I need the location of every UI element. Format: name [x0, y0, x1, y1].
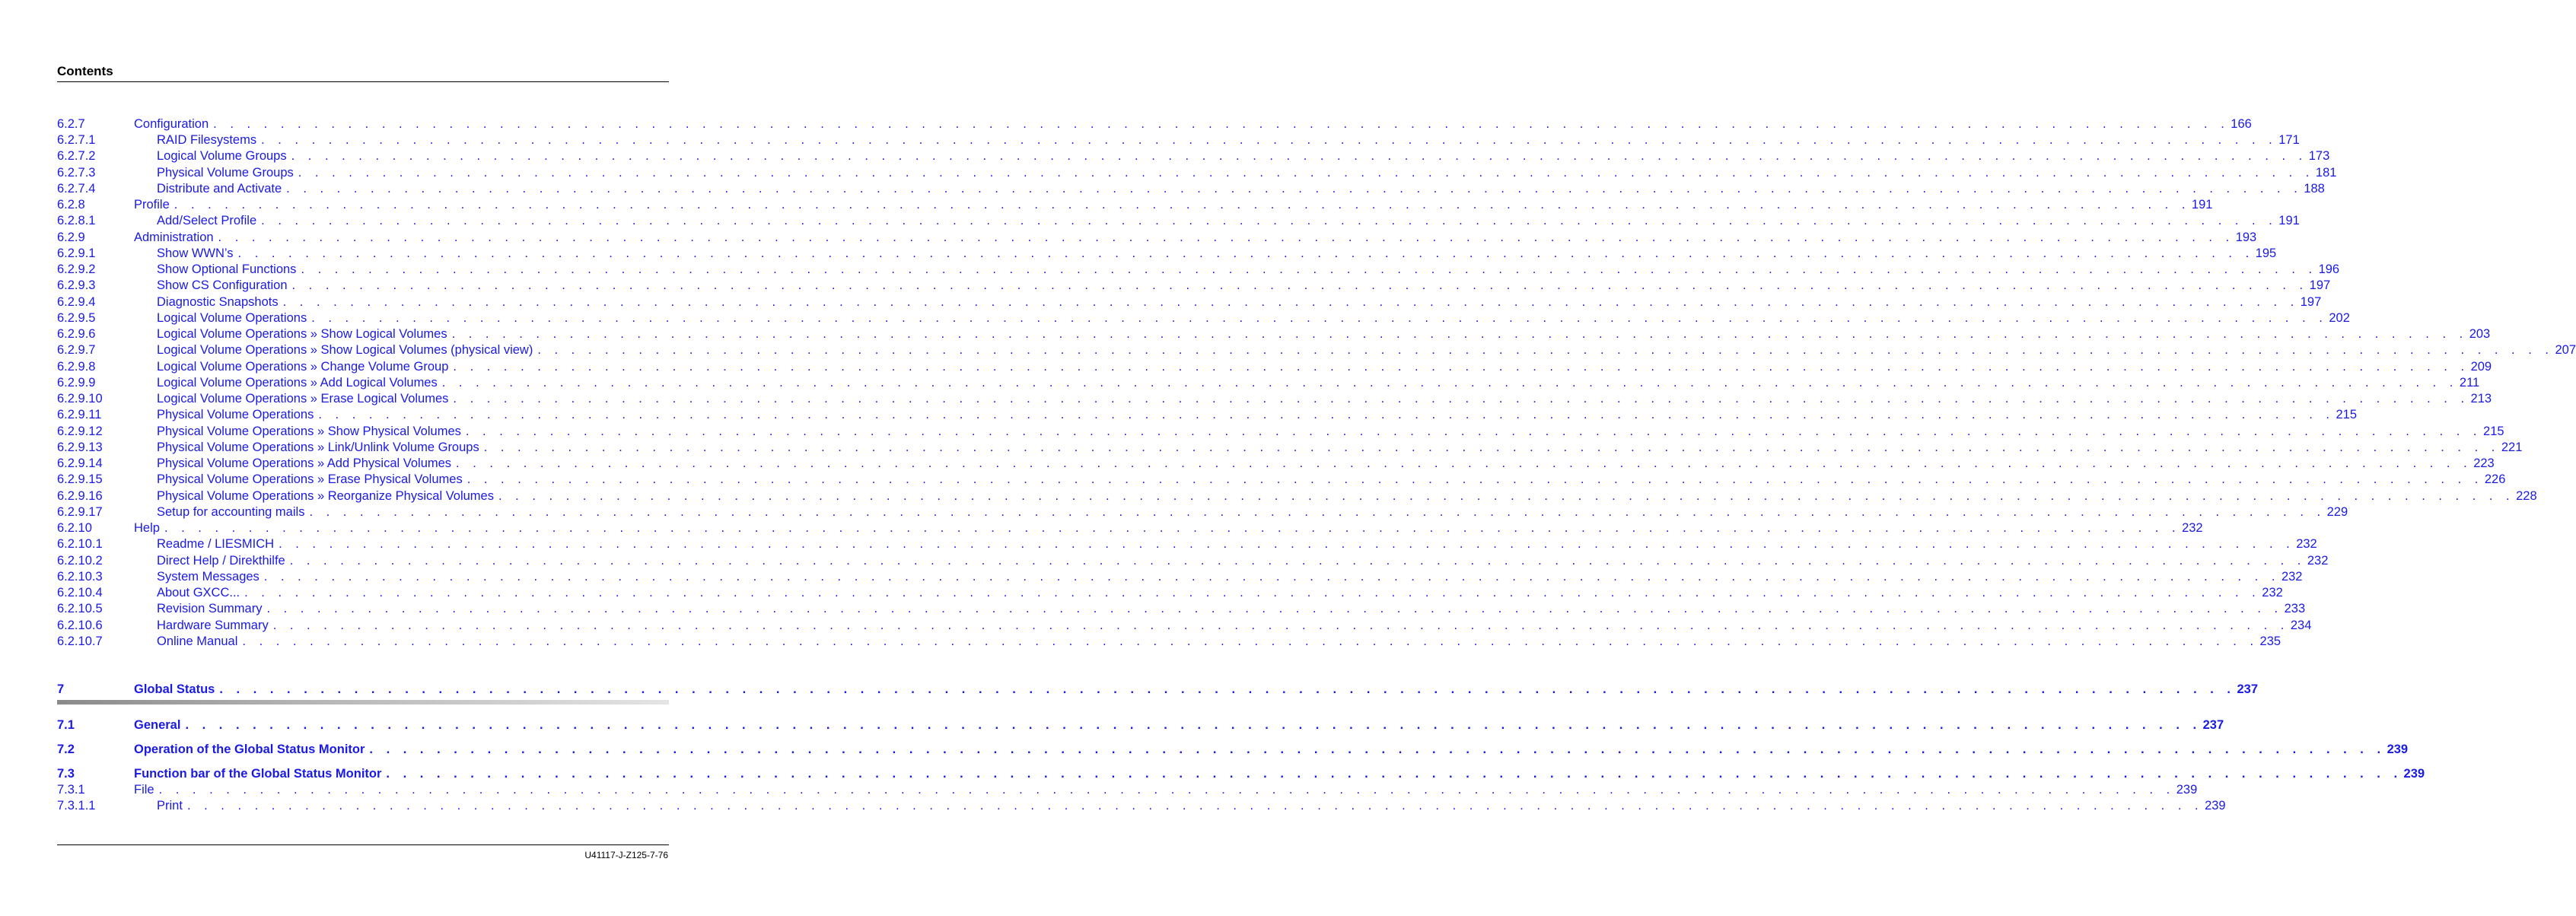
toc-page-number[interactable]: 191 — [2191, 198, 2213, 212]
toc-section-number: 6.2.9.11 — [57, 408, 102, 421]
toc-page-number[interactable]: 188 — [2304, 182, 2325, 196]
toc-title[interactable]: Global Status — [134, 682, 215, 696]
toc-entry[interactable] — [57, 634, 2281, 650]
toc-title[interactable]: Logical Volume Operations » Show Logical Volumes — [157, 327, 447, 341]
toc-page-number[interactable]: 232 — [2296, 537, 2317, 551]
toc-dot-leader: . . . . . . . . . . . . . . . . . . . . . . . . . . . . . . . . . . . . . . . . . . . . . . . . . . . . . . . . . . . . . . . . . . . . . . . . . . . . . . . . . . . . . . . . . . . . . . . . . . . . . . . . . . . . . . . . . . . . . . . . — [218, 231, 2234, 244]
toc-page-number[interactable]: 239 — [2176, 783, 2198, 797]
toc-dot-leader: . . . . . . . . . . . . . . . . . . . . . . . . . . . . . . . . . . . . . . . . . . . . . . . . . . . . . . . . . . . . . . . . . . . . . . . . . . . . . . . . . . . . . . . . . . . . . . . . . . . . . . . . . . . . . . . . . . . . . . . . — [286, 182, 2303, 196]
toc-title[interactable]: Logical Volume Operations » Change Volume Group — [157, 360, 449, 374]
toc-section-number: 7.1 — [57, 718, 75, 732]
toc-dot-leader: . . . . . . . . . . . . . . . . . . . . . . . . . . . . . . . . . . . . . . . . . . . . . . . . . . . . . . . . . . . . . . . . . . . . . . . . . . . . . . . . . . . . . . . . . . . . . . . . . . . . . . . . . . . . . . . . . . . . . . . . — [261, 133, 2278, 147]
chapter-divider-bar — [57, 700, 669, 704]
toc-page-number[interactable]: 207 — [2555, 343, 2576, 357]
toc-entry-link[interactable] — [157, 634, 2281, 650]
toc-entry-link[interactable] — [157, 326, 2491, 342]
toc-entry[interactable] — [57, 766, 2425, 782]
toc-entry-link[interactable] — [157, 456, 2495, 472]
toc-entry-link[interactable] — [134, 717, 2224, 733]
toc-title[interactable]: General — [134, 718, 181, 732]
toc-title[interactable]: Setup for accounting mails — [157, 505, 305, 519]
toc-title[interactable]: Logical Volume Operations » Add Logical Volumes — [157, 376, 438, 390]
toc-section-number: 6.2.9.16 — [57, 489, 103, 503]
header-rule — [57, 81, 669, 82]
toc-page-number[interactable]: 171 — [2278, 133, 2300, 147]
toc-dot-leader: . . . . . . . . . . . . . . . . . . . . . . . . . . . . . . . . . . . . . . . . . . . . . . . . . . . . . . . . . . . . . . . . . . . . . . . . . . . . . . . . . . . . . . . . . . . . . . . . . . . . . . . . . . . . . . . . . . . . . . . . — [451, 327, 2468, 341]
toc-entry-link[interactable] — [157, 440, 2523, 456]
toc-title[interactable]: Physical Volume Operations — [157, 408, 314, 421]
toc-entry[interactable] — [57, 569, 2303, 585]
toc-title[interactable]: Revision Summary — [157, 602, 263, 615]
toc-section-number: 6.2.9.3 — [57, 278, 96, 292]
toc-entry-link[interactable] — [134, 520, 2203, 536]
toc-dot-leader: . . . . . . . . . . . . . . . . . . . . . . . . . . . . . . . . . . . . . . . . . . . . . . . . . . . . . . . . . . . . . . . . . . . . . . . . . . . . . . . . . . . . . . . . . . . . . . . . . . . . . . . . . . . . . . . . . . . . . . . . — [466, 472, 2483, 486]
toc-entry-link[interactable] — [157, 181, 2325, 197]
toc-dot-leader: . . . . . . . . . . . . . . . . . . . . . . . . . . . . . . . . . . . . . . . . . . . . . . . . . . . . . . . . . . . . . . . . . . . . . . . . . . . . . . . . . . . . . . . . . . . . . . . . . . . . . . . . . . . . . . . . . . . . . . . . — [158, 783, 2175, 797]
toc-title[interactable]: Hardware Summary — [157, 619, 269, 632]
toc-entry-link[interactable] — [157, 132, 2300, 148]
toc-section-number: 6.2.10.4 — [57, 586, 103, 600]
toc-section-number: 6.2.7.3 — [57, 166, 96, 180]
toc-entry[interactable] — [57, 116, 2252, 132]
toc-entry[interactable] — [57, 618, 2312, 634]
toc-page-number[interactable]: 193 — [2235, 231, 2257, 244]
toc-page-number[interactable]: 232 — [2281, 570, 2303, 584]
toc-entry-link[interactable] — [134, 766, 2425, 782]
toc-section-number: 6.2.10.7 — [57, 635, 103, 648]
toc-dot-leader: . . . . . . . . . . . . . . . . . . . . . . . . . . . . . . . . . . . . . . . . . . . . . . . . . . . . . . . . . . . . . . . . . . . . . . . . . . . . . . . . . . . . . . . . . . . . . . . . . . . . . . . . . . . . . . . . . . . . . . . . — [174, 198, 2190, 212]
toc-title[interactable]: Physical Volume Operations » Show Physical Volumes — [157, 425, 461, 438]
toc-entry[interactable] — [57, 391, 2492, 407]
toc-page-number[interactable]: 173 — [2308, 149, 2330, 163]
toc-entry-link[interactable] — [134, 742, 2409, 758]
toc-entry[interactable] — [57, 262, 2340, 278]
toc-page-number[interactable]: 226 — [2484, 472, 2506, 486]
toc-page-number[interactable]: 235 — [2259, 635, 2281, 648]
toc-entry-link[interactable] — [157, 424, 2504, 440]
toc-page-number[interactable]: 239 — [2387, 743, 2409, 756]
toc-section-number: 6.2.9.13 — [57, 441, 103, 454]
toc-section-number: 6.2.7 — [57, 117, 85, 131]
toc-section-number: 7 — [57, 682, 65, 696]
toc-entry[interactable] — [57, 601, 2306, 617]
toc-title[interactable]: Physical Volume Groups — [157, 166, 294, 180]
toc-entry[interactable] — [57, 359, 2492, 375]
toc-title[interactable]: Add/Select Profile — [157, 214, 257, 227]
toc-page-number[interactable]: 239 — [2403, 767, 2425, 781]
toc-page-number[interactable]: 239 — [2205, 799, 2226, 813]
toc-dot-leader: . . . . . . . . . . . . . . . . . . . . . . . . . . . . . . . . . . . . . . . . . . . . . . . . . . . . . . . . . . . . . . . . . . . . . . . . . . . . . . . . . . . . . . . . . . . . . . . . . . . . . . . . . . . . . . . . . . . . . . . . — [537, 343, 2554, 357]
toc-section-number: 6.2.7.4 — [57, 182, 96, 196]
toc-dot-leader: . . . . . . . . . . . . . . . . . . . . . . . . . . . . . . . . . . . . . . . . . . . . . . . . . . . . . . . . . . . . . . . . . . . . . . . . . . . . . . . . . . . . . . . . . . . . . . . . . . . . . . . . . . . . . . . . . . . . . . . . — [453, 392, 2469, 406]
toc-dot-leader: . . . . . . . . . . . . . . . . . . . . . . . . . . . . . . . . . . . . . . . . . . . . . . . . . . . . . . . . . . . . . . . . . . . . . . . . . . . . . . . . . . . . . . . . . . . . . . . . . . . . . . . . . . . . . . . . . . . . . . . . — [386, 767, 2402, 781]
toc-entry-link[interactable] — [134, 682, 2259, 698]
toc-entry-link[interactable] — [157, 472, 2506, 488]
toc-section-number: 6.2.7.1 — [57, 133, 96, 147]
toc-dot-leader: . . . . . . . . . . . . . . . . . . . . . . . . . . . . . . . . . . . . . . . . . . . . . . . . . . . . . . . . . . . . . . . . . . . . . . . . . . . . . . . . . . . . . . . . . . . . . . . . . . . . . . . . . . . . . . . . . . . . . . . . — [441, 376, 2458, 390]
toc-entry-link[interactable] — [134, 230, 2257, 246]
toc-dot-leader: . . . . . . . . . . . . . . . . . . . . . . . . . . . . . . . . . . . . . . . . . . . . . . . . . . . . . . . . . . . . . . . . . . . . . . . . . . . . . . . . . . . . . . . . . . . . . . . . . . . . . . . . . . . . . . . . . . . . . . . . — [456, 456, 2473, 470]
toc-title[interactable]: About GXCC... — [157, 586, 240, 600]
toc-section-number: 6.2.10.6 — [57, 619, 103, 632]
toc-dot-leader: . . . . . . . . . . . . . . . . . . . . . . . . . . . . . . . . . . . . . . . . . . . . . . . . . . . . . . . . . . . . . . . . . . . . . . . . . . . . . . . . . . . . . . . . . . . . . . . . . . . . . . . . . . . . . . . . . . . . . . . . — [291, 278, 2308, 292]
toc-entry[interactable] — [57, 456, 2495, 472]
toc-title[interactable]: Logical Volume Operations » Erase Logical Volumes — [157, 392, 449, 406]
toc-dot-leader: . . . . . . . . . . . . . . . . . . . . . . . . . . . . . . . . . . . . . . . . . . . . . . . . . . . . . . . . . . . . . . . . . . . . . . . . . . . . . . . . . . . . . . . . . . . . . . . . . . . . . . . . . . . . . . . . . . . . . . . . — [185, 718, 2202, 732]
toc-title[interactable]: Physical Volume Operations » Link/Unlink Volume Groups — [157, 441, 479, 454]
toc-title[interactable]: Online Manual — [157, 635, 238, 648]
toc-dot-leader: . . . . . . . . . . . . . . . . . . . . . . . . . . . . . . . . . . . . . . . . . . . . . . . . . . . . . . . . . . . . . . . . . . . . . . . . . . . . . . . . . . . . . . . . . . . . . . . . . . . . . . . . . . . . . . . . . . . . . . . . — [289, 554, 2306, 568]
toc-section-number: 6.2.9.14 — [57, 456, 103, 470]
toc-page-number[interactable]: 166 — [2231, 117, 2252, 131]
toc-title[interactable]: Help — [134, 521, 160, 535]
toc-page-number[interactable]: 237 — [2202, 718, 2224, 732]
toc-dot-leader: . . . . . . . . . . . . . . . . . . . . . . . . . . . . . . . . . . . . . . . . . . . . . . . . . . . . . . . . . . . . . . . . . . . . . . . . . . . . . . . . . . . . . . . . . . . . . . . . . . . . . . . . . . . . . . . . . . . . . . . . — [186, 799, 2204, 813]
toc-section-number: 6.2.10.3 — [57, 570, 103, 584]
toc-entry-link[interactable] — [157, 553, 2329, 569]
toc-dot-leader: . . . . . . . . . . . . . . . . . . . . . . . . . . . . . . . . . . . . . . . . . . . . . . . . . . . . . . . . . . . . . . . . . . . . . . . . . . . . . . . . . . . . . . . . . . . . . . . . . . . . . . . . . . . . . . . . . . . . . . . . — [213, 117, 2230, 131]
toc-dot-leader: . . . . . . . . . . . . . . . . . . . . . . . . . . . . . . . . . . . . . . . . . . . . . . . . . . . . . . . . . . . . . . . . . . . . . . . . . . . . . . . . . . . . . . . . . . . . . . . . . . . . . . . . . . . . . . . . . . . . . . . . — [244, 586, 2261, 600]
toc-entry[interactable] — [57, 798, 2226, 814]
toc-dot-leader: . . . . . . . . . . . . . . . . . . . . . . . . . . . . . . . . . . . . . . . . . . . . . . . . . . . . . . . . . . . . . . . . . . . . . . . . . . . . . . . . . . . . . . . . . . . . . . . . . . . . . . . . . . . . . . . . . . . . . . . . — [309, 505, 2326, 519]
toc-section-number: 6.2.8 — [57, 198, 85, 212]
toc-entry[interactable] — [57, 782, 2198, 798]
toc-page-number[interactable]: 209 — [2470, 360, 2492, 374]
toc-section-number: 7.3.1 — [57, 783, 85, 797]
toc-title[interactable]: RAID Filesystems — [157, 133, 257, 147]
toc-entry[interactable] — [57, 278, 2331, 294]
toc-entry[interactable] — [57, 213, 2300, 229]
toc-section-number: 6.2.9.17 — [57, 505, 103, 519]
toc-page-number[interactable]: 232 — [2307, 554, 2329, 568]
toc-entry-link[interactable] — [157, 310, 2350, 326]
toc-entry[interactable] — [57, 682, 2259, 698]
toc-dot-leader: . . . . . . . . . . . . . . . . . . . . . . . . . . . . . . . . . . . . . . . . . . . . . . . . . . . . . . . . . . . . . . . . . . . . . . . . . . . . . . . . . . . . . . . . . . . . . . . . . . . . . . . . . . . . . . . . . . . . . . . . — [465, 425, 2482, 438]
toc-entry[interactable] — [57, 585, 2283, 601]
toc-dot-leader: . . . . . . . . . . . . . . . . . . . . . . . . . . . . . . . . . . . . . . . . . . . . . . . . . . . . . . . . . . . . . . . . . . . . . . . . . . . . . . . . . . . . . . . . . . . . . . . . . . . . . . . . . . . . . . . . . . . . . . . . — [318, 408, 2335, 421]
toc-entry-link[interactable] — [157, 536, 2317, 552]
toc-page-number[interactable]: 228 — [2516, 489, 2537, 503]
toc-title[interactable]: Print — [157, 799, 183, 813]
toc-title[interactable]: Distribute and Activate — [157, 182, 282, 196]
toc-entry-link[interactable] — [134, 116, 2252, 132]
toc-section-number: 6.2.9.10 — [57, 392, 103, 406]
toc-entry[interactable] — [57, 246, 2277, 262]
toc-entry[interactable] — [57, 181, 2325, 197]
toc-entry[interactable] — [57, 472, 2506, 488]
toc-section-number: 6.2.9.15 — [57, 472, 103, 486]
toc-section-number: 7.3.1.1 — [57, 799, 96, 813]
toc-title[interactable]: Logical Volume Operations » Show Logical Volumes (physical view) — [157, 343, 533, 357]
toc-entry-link[interactable] — [157, 391, 2492, 407]
toc-page-number[interactable]: 232 — [2262, 586, 2283, 600]
toc-section-number: 6.2.9.6 — [57, 327, 96, 341]
toc-dot-leader: . . . . . . . . . . . . . . . . . . . . . . . . . . . . . . . . . . . . . . . . . . . . . . . . . . . . . . . . . . . . . . . . . . . . . . . . . . . . . . . . . . . . . . . . . . . . . . . . . . . . . . . . . . . . . . . . . . . . . . . . — [242, 635, 2259, 648]
toc-entry-link[interactable] — [157, 342, 2576, 358]
toc-section-number: 6.2.10.5 — [57, 602, 103, 615]
toc-dot-leader: . . . . . . . . . . . . . . . . . . . . . . . . . . . . . . . . . . . . . . . . . . . . . . . . . . . . . . . . . . . . . . . . . . . . . . . . . . . . . . . . . . . . . . . . . . . . . . . . . . . . . . . . . . . . . . . . . . . . . . . . — [311, 311, 2328, 325]
toc-page-number[interactable]: 223 — [2473, 456, 2495, 470]
toc-dot-leader: . . . . . . . . . . . . . . . . . . . . . . . . . . . . . . . . . . . . . . . . . . . . . . . . . . . . . . . . . . . . . . . . . . . . . . . . . . . . . . . . . . . . . . . . . . . . . . . . . . . . . . . . . . . . . . . . . . . . . . . . — [279, 537, 2295, 551]
toc-title[interactable]: Physical Volume Operations » Reorganize Physical Volumes — [157, 489, 494, 503]
toc-page-number[interactable]: 197 — [2300, 295, 2322, 309]
toc-page-number[interactable]: 215 — [2336, 408, 2358, 421]
toc-page-number[interactable]: 203 — [2469, 327, 2491, 341]
toc-dot-leader: . . . . . . . . . . . . . . . . . . . . . . . . . . . . . . . . . . . . . . . . . . . . . . . . . . . . . . . . . . . . . . . . . . . . . . . . . . . . . . . . . . . . . . . . . . . . . . . . . . . . . . . . . . . . . . . . . . . . . . . . — [272, 619, 2289, 632]
toc-entry-link[interactable] — [157, 294, 2322, 310]
toc-dot-leader: . . . . . . . . . . . . . . . . . . . . . . . . . . . . . . . . . . . . . . . . . . . . . . . . . . . . . . . . . . . . . . . . . . . . . . . . . . . . . . . . . . . . . . . . . . . . . . . . . . . . . . . . . . . . . . . . . . . . . . . . — [369, 743, 2386, 756]
toc-entry[interactable] — [57, 520, 2203, 536]
toc-title[interactable]: Profile — [134, 198, 170, 212]
toc-dot-leader: . . . . . . . . . . . . . . . . . . . . . . . . . . . . . . . . . . . . . . . . . . . . . . . . . . . . . . . . . . . . . . . . . . . . . . . . . . . . . . . . . . . . . . . . . . . . . . . . . . . . . . . . . . . . . . . . . . . . . . . . — [263, 570, 2280, 584]
toc-entry[interactable] — [57, 326, 2491, 342]
toc-entry[interactable] — [57, 342, 2576, 358]
toc-dot-leader: . . . . . . . . . . . . . . . . . . . . . . . . . . . . . . . . . . . . . . . . . . . . . . . . . . . . . . . . . . . . . . . . . . . . . . . . . . . . . . . . . . . . . . . . . . . . . . . . . . . . . . . . . . . . . . . . . . . . . . . . — [453, 360, 2469, 374]
toc-entry-link[interactable] — [157, 278, 2331, 294]
toc-entry[interactable] — [57, 375, 2480, 391]
toc-entry-link[interactable] — [157, 213, 2300, 229]
toc-entry[interactable] — [57, 553, 2329, 569]
toc-entry[interactable] — [57, 440, 2523, 456]
toc-page-number[interactable]: 215 — [2483, 425, 2504, 438]
toc-page-number[interactable]: 213 — [2470, 392, 2492, 406]
toc-entry-link[interactable] — [157, 407, 2358, 423]
toc-dot-leader: . . . . . . . . . . . . . . . . . . . . . . . . . . . . . . . . . . . . . . . . . . . . . . . . . . . . . . . . . . . . . . . . . . . . . . . . . . . . . . . . . . . . . . . . . . . . . . . . . . . . . . . . . . . . . . . . . . . . . . . . — [237, 246, 2254, 260]
toc-page-number[interactable]: 221 — [2501, 441, 2523, 454]
toc-entry-link[interactable] — [157, 618, 2312, 634]
toc-page-number[interactable]: 232 — [2182, 521, 2203, 535]
toc-title[interactable]: File — [134, 783, 154, 797]
toc-title[interactable]: Physical Volume Operations » Erase Physical Volumes — [157, 472, 463, 486]
toc-entry-link[interactable] — [157, 601, 2306, 617]
toc-page-number[interactable]: 237 — [2237, 682, 2259, 696]
toc-section-number: 6.2.10.2 — [57, 554, 103, 568]
toc-title[interactable]: Show CS Configuration — [157, 278, 288, 292]
toc-title[interactable]: Diagnostic Snapshots — [157, 295, 279, 309]
toc-entry[interactable] — [57, 148, 2330, 164]
toc-section-number: 6.2.9.4 — [57, 295, 96, 309]
toc-title[interactable]: Administration — [134, 231, 214, 244]
toc-title[interactable]: Function bar of the Global Status Monitor — [134, 767, 382, 781]
toc-title[interactable]: Show Optional Functions — [157, 262, 297, 276]
header-title: Contents — [57, 64, 113, 78]
toc-entry-link[interactable] — [157, 798, 2226, 814]
toc-entry-link[interactable] — [157, 504, 2348, 520]
toc-title[interactable]: Logical Volume Operations — [157, 311, 307, 325]
toc-page-number[interactable]: 181 — [2315, 166, 2337, 180]
toc-entry[interactable] — [57, 407, 2358, 423]
toc-section-number: 6.2.9.9 — [57, 376, 96, 390]
toc-section-number: 6.2.10.1 — [57, 537, 103, 551]
footer-document-code: U41117-J-Z125-7-76 — [584, 850, 668, 860]
toc-entry-link[interactable] — [157, 262, 2340, 278]
toc-section-number: 6.2.7.2 — [57, 149, 96, 163]
toc-page-number[interactable]: 234 — [2290, 619, 2312, 632]
toc-section-number: 6.2.9.12 — [57, 425, 103, 438]
toc-title[interactable]: Operation of the Global Status Monitor — [134, 743, 365, 756]
toc-entry[interactable] — [57, 310, 2350, 326]
toc-section-number: 6.2.9 — [57, 231, 85, 244]
toc-entry[interactable] — [57, 717, 2224, 733]
footer-rule — [57, 844, 669, 845]
toc-entry-link[interactable] — [157, 246, 2277, 262]
toc-entry[interactable] — [57, 294, 2322, 310]
toc-title[interactable]: Logical Volume Groups — [157, 149, 287, 163]
toc-entry-link[interactable] — [157, 585, 2283, 601]
toc-title[interactable]: Show WWN’s — [157, 246, 234, 260]
toc-entry-link[interactable] — [157, 375, 2480, 391]
toc-dot-leader: . . . . . . . . . . . . . . . . . . . . . . . . . . . . . . . . . . . . . . . . . . . . . . . . . . . . . . . . . . . . . . . . . . . . . . . . . . . . . . . . . . . . . . . . . . . . . . . . . . . . . . . . . . . . . . . . . . . . . . . . — [219, 682, 2236, 696]
toc-entry-link[interactable] — [134, 782, 2198, 798]
toc-dot-leader: . . . . . . . . . . . . . . . . . . . . . . . . . . . . . . . . . . . . . . . . . . . . . . . . . . . . . . . . . . . . . . . . . . . . . . . . . . . . . . . . . . . . . . . . . . . . . . . . . . . . . . . . . . . . . . . . . . . . . . . . — [298, 166, 2314, 180]
toc-dot-leader: . . . . . . . . . . . . . . . . . . . . . . . . . . . . . . . . . . . . . . . . . . . . . . . . . . . . . . . . . . . . . . . . . . . . . . . . . . . . . . . . . . . . . . . . . . . . . . . . . . . . . . . . . . . . . . . . . . . . . . . . — [291, 149, 2307, 163]
toc-section-number: 7.3 — [57, 767, 75, 781]
toc-entry[interactable] — [57, 742, 2409, 758]
toc-dot-leader: . . . . . . . . . . . . . . . . . . . . . . . . . . . . . . . . . . . . . . . . . . . . . . . . . . . . . . . . . . . . . . . . . . . . . . . . . . . . . . . . . . . . . . . . . . . . . . . . . . . . . . . . . . . . . . . . . . . . . . . . — [164, 521, 2181, 535]
toc-entry[interactable] — [57, 504, 2348, 520]
toc-entry[interactable] — [57, 165, 2337, 181]
toc-title[interactable]: System Messages — [157, 570, 260, 584]
toc-dot-leader: . . . . . . . . . . . . . . . . . . . . . . . . . . . . . . . . . . . . . . . . . . . . . . . . . . . . . . . . . . . . . . . . . . . . . . . . . . . . . . . . . . . . . . . . . . . . . . . . . . . . . . . . . . . . . . . . . . . . . . . . — [282, 295, 2299, 309]
toc-page-number[interactable]: 211 — [2459, 376, 2480, 390]
toc-dot-leader: . . . . . . . . . . . . . . . . . . . . . . . . . . . . . . . . . . . . . . . . . . . . . . . . . . . . . . . . . . . . . . . . . . . . . . . . . . . . . . . . . . . . . . . . . . . . . . . . . . . . . . . . . . . . . . . . . . . . . . . . — [483, 441, 2500, 454]
toc-entry[interactable] — [57, 424, 2504, 440]
toc-section-number: 6.2.9.1 — [57, 246, 96, 260]
toc-dot-leader: . . . . . . . . . . . . . . . . . . . . . . . . . . . . . . . . . . . . . . . . . . . . . . . . . . . . . . . . . . . . . . . . . . . . . . . . . . . . . . . . . . . . . . . . . . . . . . . . . . . . . . . . . . . . . . . . . . . . . . . . — [498, 489, 2515, 503]
toc-title[interactable]: Direct Help / Direkthilfe — [157, 554, 285, 568]
toc-title[interactable]: Physical Volume Operations » Add Physical Volumes — [157, 456, 452, 470]
toc-entry-link[interactable] — [157, 165, 2337, 181]
toc-section-number: 6.2.8.1 — [57, 214, 96, 227]
toc-title[interactable]: Configuration — [134, 117, 209, 131]
toc-entry-link[interactable] — [134, 197, 2213, 213]
toc-entry-link[interactable] — [157, 359, 2492, 375]
toc-entry[interactable] — [57, 230, 2257, 246]
toc-page-number[interactable]: 229 — [2326, 505, 2348, 519]
toc-entry-link[interactable] — [157, 148, 2330, 164]
toc-page-number[interactable]: 233 — [2284, 602, 2306, 615]
toc-section-number: 6.2.10 — [57, 521, 92, 535]
toc-entry-link[interactable] — [157, 569, 2303, 585]
toc-dot-leader: . . . . . . . . . . . . . . . . . . . . . . . . . . . . . . . . . . . . . . . . . . . . . . . . . . . . . . . . . . . . . . . . . . . . . . . . . . . . . . . . . . . . . . . . . . . . . . . . . . . . . . . . . . . . . . . . . . . . . . . . — [266, 602, 2283, 615]
toc-page-number[interactable]: 191 — [2278, 214, 2300, 227]
toc-title[interactable]: Readme / LIESMICH — [157, 537, 275, 551]
toc-dot-leader: . . . . . . . . . . . . . . . . . . . . . . . . . . . . . . . . . . . . . . . . . . . . . . . . . . . . . . . . . . . . . . . . . . . . . . . . . . . . . . . . . . . . . . . . . . . . . . . . . . . . . . . . . . . . . . . . . . . . . . . . — [301, 262, 2317, 276]
toc-page-number[interactable]: 202 — [2329, 311, 2350, 325]
toc-section-number: 6.2.9.2 — [57, 262, 96, 276]
toc-entry[interactable] — [57, 197, 2213, 213]
toc-entry[interactable] — [57, 536, 2317, 552]
toc-dot-leader: . . . . . . . . . . . . . . . . . . . . . . . . . . . . . . . . . . . . . . . . . . . . . . . . . . . . . . . . . . . . . . . . . . . . . . . . . . . . . . . . . . . . . . . . . . . . . . . . . . . . . . . . . . . . . . . . . . . . . . . . — [261, 214, 2278, 227]
toc-entry[interactable] — [57, 132, 2300, 148]
toc-page-number[interactable]: 196 — [2318, 262, 2340, 276]
toc-section-number: 7.2 — [57, 743, 75, 756]
toc-page-number[interactable]: 195 — [2255, 246, 2277, 260]
toc-section-number: 6.2.9.8 — [57, 360, 96, 374]
toc-section-number: 6.2.9.7 — [57, 343, 96, 357]
toc-section-number: 6.2.9.5 — [57, 311, 96, 325]
toc-page-number[interactable]: 197 — [2309, 278, 2331, 292]
toc-entry-link[interactable] — [157, 488, 2537, 504]
toc-entry[interactable] — [57, 488, 2537, 504]
